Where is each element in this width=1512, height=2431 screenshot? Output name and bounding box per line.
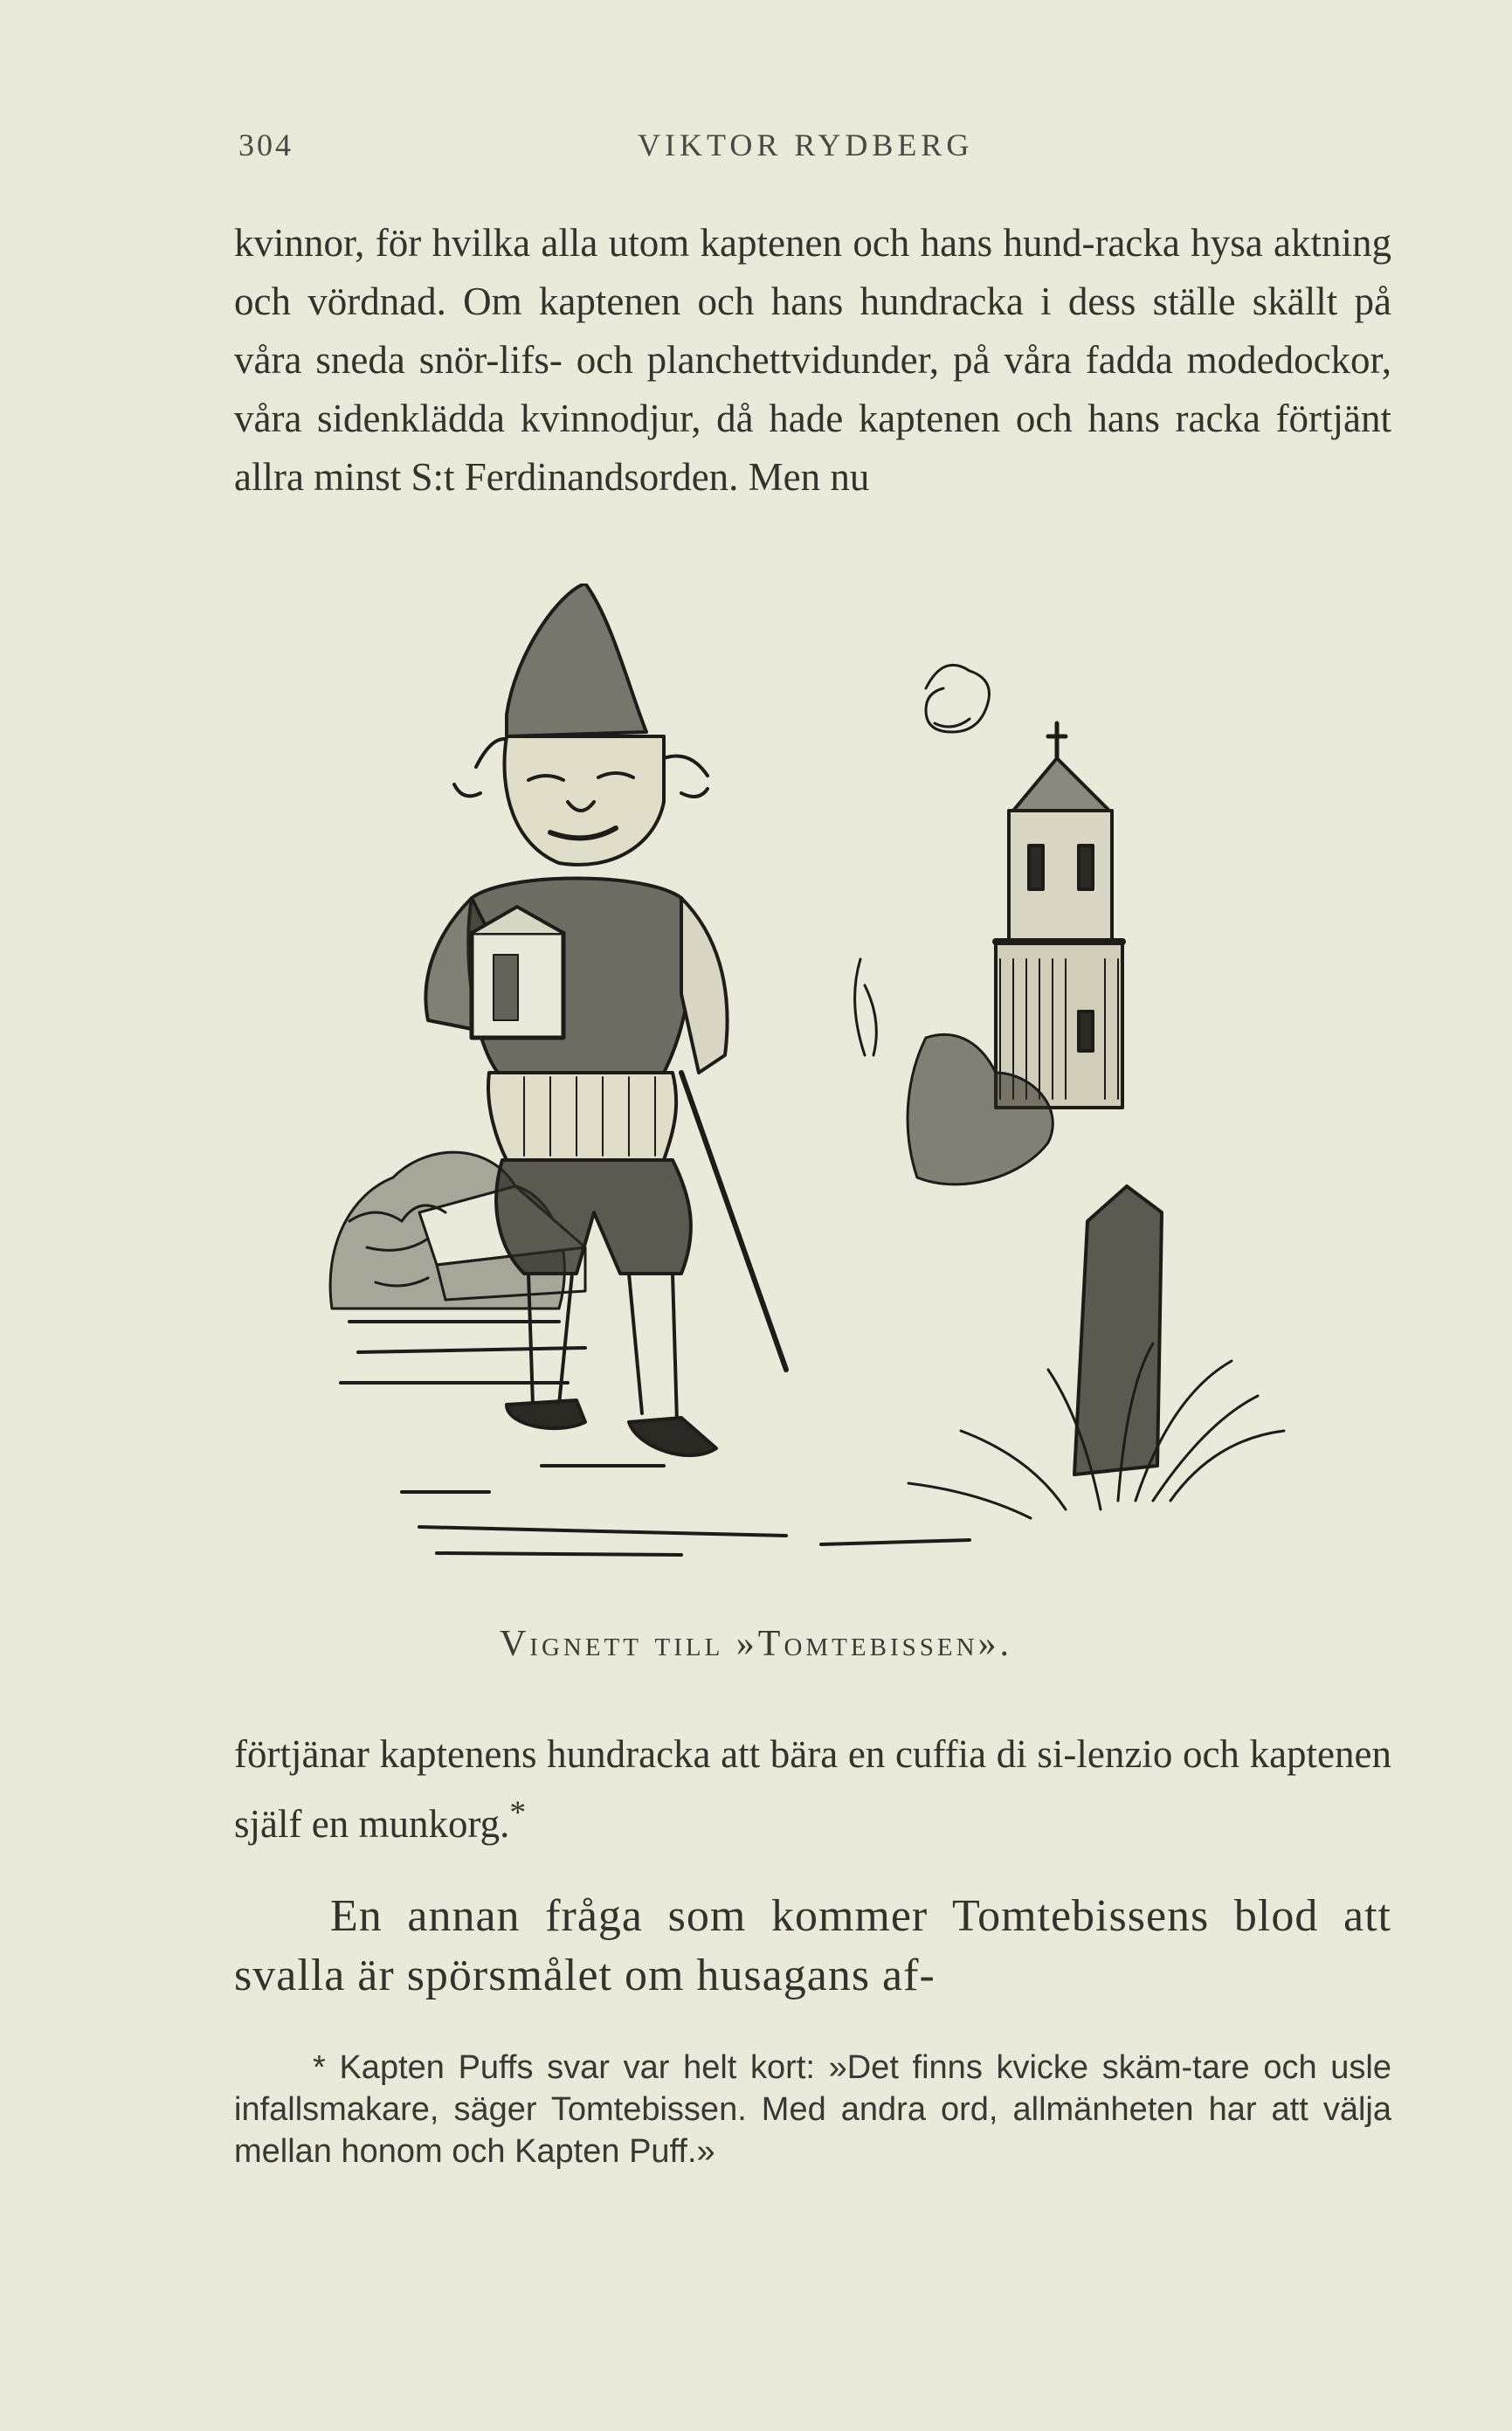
page-header [234,127,1391,170]
paragraph-2 [234,1725,1391,1854]
paragraph-2-text: förtjänar kaptenens hundracka att bära en cuffia di si-lenzio och kaptenen själf en munkorg. [234,1732,1391,1846]
page-number: 304 [238,128,293,162]
running-title: VIKTOR RYDBERG [638,128,974,162]
monogram-sketch [926,665,990,732]
paragraph-3 [234,1887,1391,2006]
footnote: * Kapten Puffs svar var helt kort: »Det finns kvicke skäm-tare och usle infallsmakare, säger Tomtebissen. Med andra ord, allmänheten har att välja mellan honom och Kapten Puff.» [234,2049,1391,2170]
tomtebissen-vignette-illustration [297,584,1328,1606]
gnome-figure [425,584,786,1455]
footnote-marker: * [509,1795,527,1831]
stone-post [1074,1186,1162,1474]
paragraph-1-text: kvinnor, för hvilka alla utom kaptenen och hans hund-racka hysa aktning och vördnad. Om kaptenen och hans hundracka i dess ställe skällt på våra sneda snör-lifs- och planchettvidunder, på våra fadda modedockor, våra sidenklädda kvinnodjur, då hade kaptenen och hans racka förtjänt allra minst S:t Ferdinandsorden. Men nu [234,221,1391,499]
figure-caption [0,1623,1512,1665]
church-tower [996,723,1122,1108]
figure-caption-text: Vignett till »Tomtebissen». [499,1624,1013,1664]
paragraph-1 [234,214,1391,507]
paragraph-3-text: En annan fråga som kommer Tomtebissens blod att svalla är spörsmålet om husagans af- [234,1891,1391,2000]
paragraph-2-wrap [234,1725,1391,1854]
